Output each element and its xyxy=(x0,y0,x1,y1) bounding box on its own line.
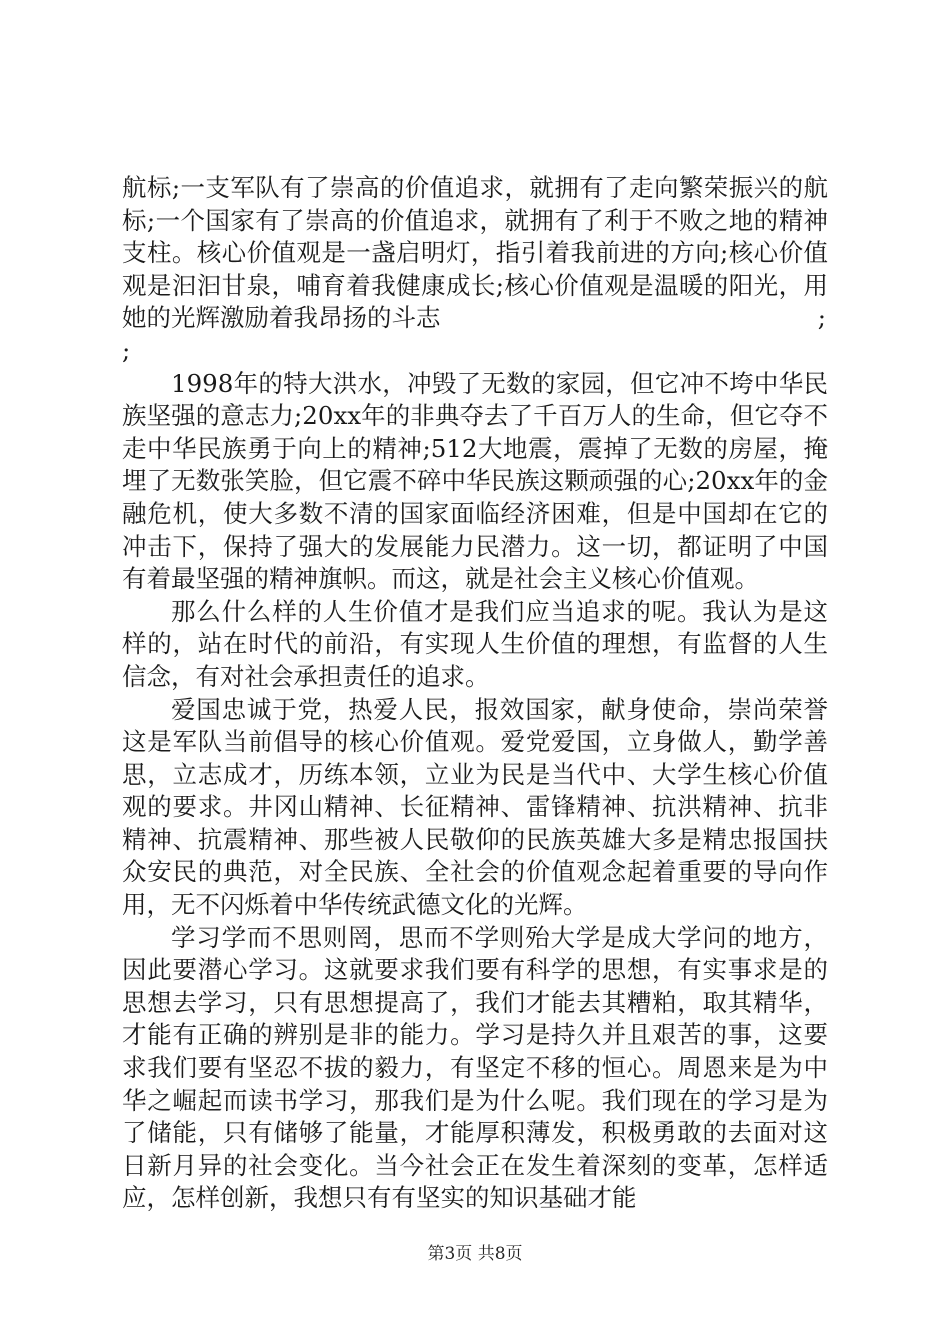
paragraph-1-text: 航标;一支军队有了崇高的价值追求，就拥有了走向繁荣振兴的航标;一个国家有了崇高的价值追求，就拥有了利于不败之地的精神支柱。核心价值观是一盏启明灯，指引着我前进的方向;核心价值观是汩汩甘泉，哺育着我健康成长;核心价值观是温暖的阳光，用她的光辉激励着我昂扬的斗志 xyxy=(122,173,828,333)
page-footer xyxy=(0,1243,950,1265)
paragraph-3: 那么什么样的人生价值才是我们应当追求的呢。我认为是这样的，站在时代的前沿，有实现人生价值的理想，有监督的人生信念，有对社会承担责任的追求。 xyxy=(122,596,828,691)
paragraph-4: 爱国忠诚于党，热爱人民，报效国家，献身使命，崇尚荣誉这是军队当前倡导的核心价值观。爱党爱国，立身做人，勤学善思，立志成才，历练本领，立业为民是当代中、大学生核心价值观的要求。井冈山精神、长征精神、雷锋精神、抗洪精神、抗非精神、抗震精神、那些被人民敬仰的民族英雄大多是精忠报国扶众安民的典范，对全民族、全社会的价值观念起着重要的导向作用，无不闪烁着中华传统武德文化的光辉。 xyxy=(122,694,828,920)
paragraph-1 xyxy=(122,172,828,368)
paragraph-1-trailing-semicolon: ; xyxy=(817,303,826,333)
page-number-label: 第3页 共8页 xyxy=(427,1244,523,1264)
paragraph-2: 1998年的特大洪水，冲毁了无数的家园，但它冲不垮中华民族坚强的意志力;20xx年的非典夺去了千百万人的生命，但它夺不走中华民族勇于向上的精神;512大地震，震掉了无数的房屋，掩埋了无数张笑脸，但它震不碎中华民族这颗顽强的心;20xx年的金融危机，使大多数不清的国家面临经济困难，但是中国却在它的冲击下，保持了强大的发展能力民潜力。这一切，都证明了中国有着最坚强的精神旗帜。而这，就是社会主义核心价值观。 xyxy=(122,368,828,594)
paragraph-1-next-line: ; xyxy=(122,335,131,365)
document-body xyxy=(122,172,828,1215)
paragraph-5: 学习学而不思则罔，思而不学则殆大学是成大学问的地方，因此要潜心学习。这就要求我们要有科学的思想，有实事求是的思想去学习，只有思想提高了，我们才能去其糟粕，取其精华，才能有正确的辨别是非的能力。学习是持久并且艰苦的事，这要求我们要有坚忍不拔的毅力，有坚定不移的恒心。周恩来是为中华之崛起而读书学习，那我们是为什么呢。我们现在的学习是为了储能，只有储够了能量，才能厚积薄发，积极勇敢的去面对这日新月异的社会变化。当今社会正在发生着深刻的变革，怎样适应，怎样创新，我想只有有坚实的知识基础才能 xyxy=(122,922,828,1213)
